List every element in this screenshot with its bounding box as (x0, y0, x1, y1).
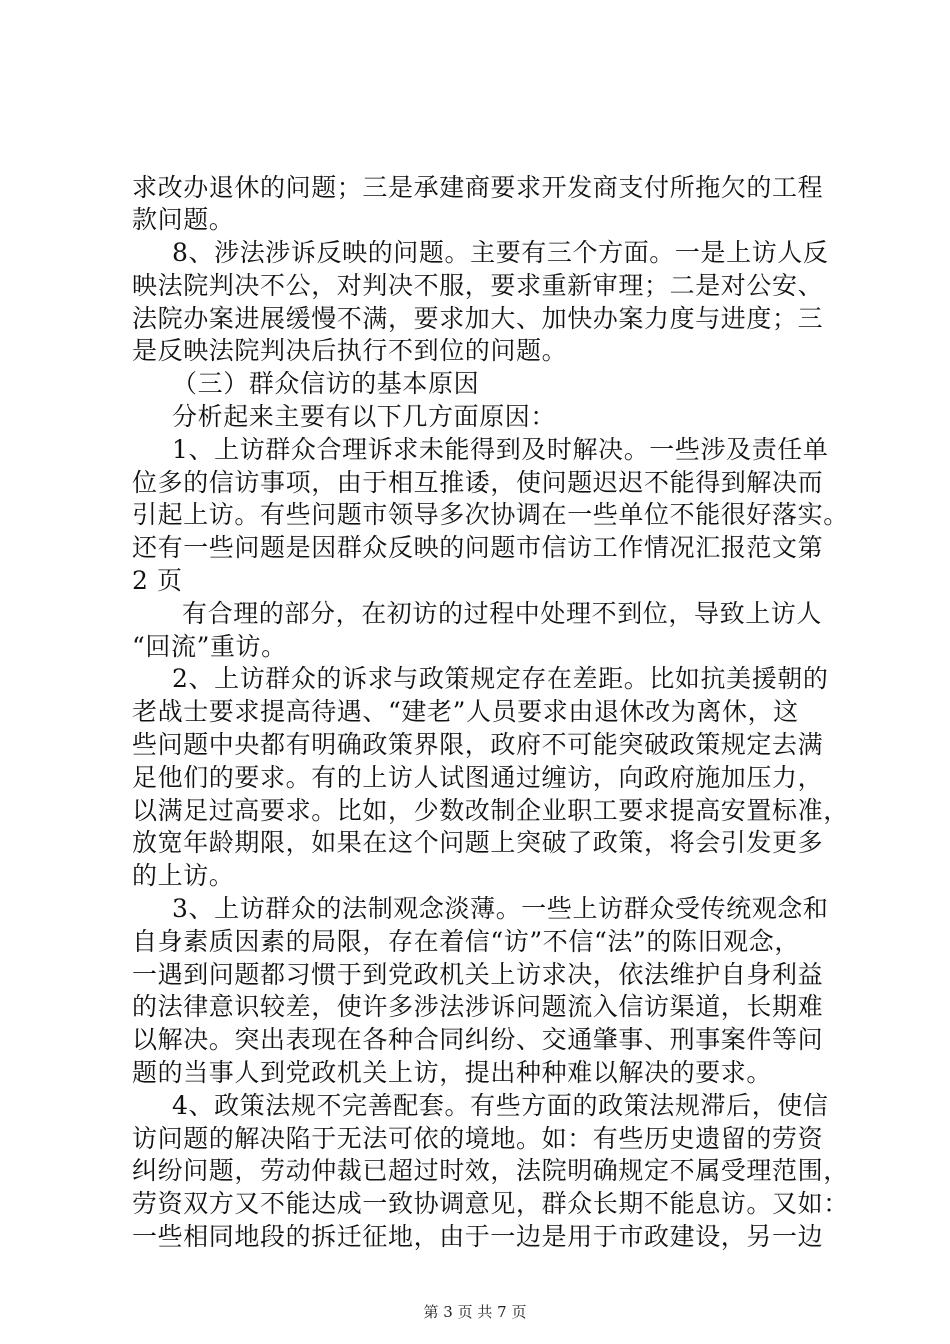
text-line: 些问题中央都有明确政策界限，政府不可能突破政策规定去满 (132, 730, 824, 759)
text-line: 4、政策法规不完善配套。有些方面的政策法规滞后，使信 (172, 1091, 829, 1120)
text-line: 引起上访。有些问题市领导多次协调在一些单位不能很好落实。 (132, 500, 849, 529)
text-line: “回流”重访。 (132, 632, 287, 661)
page-number-footer: 第 3 页 共 7 页 (423, 1303, 527, 1321)
text-line: 法院办案进展缓慢不满，要求加大、加快办案力度与进度；三 (132, 304, 824, 333)
text-line: 映法院判决不公，对判决不服，要求重新审理；二是对公安、 (132, 271, 824, 300)
text-line: 访问题的解决陷于无法可依的境地。如：有些历史遗留的劳资 (132, 1124, 824, 1153)
text-line: 足他们的要求。有的上访人试图通过缠访，向政府施加压力， (132, 763, 824, 792)
text-line: 纠纷问题，劳动仲裁已超过时效，法院明确规定不属受理范围， (132, 1156, 849, 1185)
text-line: 题的当事人到党政机关上访，提出种种难以解决的要求。 (132, 1058, 773, 1087)
text-line: 2、上访群众的诉求与政策规定存在差距。比如抗美援朝的 (172, 664, 829, 693)
text-line: 分析起来主要有以下几方面原因： (172, 402, 557, 431)
text-line: 自身素质因素的局限，存在着信“访”不信“法”的陈旧观念， (132, 927, 800, 956)
text-line: 是反映法院判决后执行不到位的问题。 (132, 336, 568, 365)
text-line: 8、涉法涉诉反映的问题。主要有三个方面。一是上访人反 (172, 238, 829, 267)
text-line: 一遇到问题都习惯于到党政机关上访求决，依法维护自身利益 (132, 960, 824, 989)
text-line: 位多的信访事项，由于相互推诿，使问题迟迟不能得到解决而 (132, 468, 824, 497)
text-line: 有合理的部分，在初访的过程中处理不到位，导致上访人 (182, 599, 823, 628)
text-line: 款问题。 (132, 205, 235, 234)
text-line: 以解决。突出表现在各种合同纠纷、交通肇事、刑事案件等问 (132, 1025, 824, 1054)
text-line: 1、上访群众合理诉求未能得到及时解决。一些涉及责任单 (172, 435, 829, 464)
section-heading: （三）群众信访的基本原因 (172, 369, 480, 398)
text-line: 的上访。 (132, 861, 235, 890)
text-line: 劳资双方又不能达成一致协调意见，群众长期不能息访。又如： (132, 1189, 849, 1218)
text-line: 2 页 (132, 566, 183, 595)
text-line: 还有一些问题是因群众反映的问题市信访工作情况汇报范文第 (132, 533, 824, 562)
text-line: 3、上访群众的法制观念淡薄。一些上访群众受传统观念和 (172, 894, 829, 923)
text-line: 求改办退休的问题；三是承建商要求开发商支付所拖欠的工程 (132, 173, 824, 202)
text-line: 的法律意识较差，使许多涉法涉诉问题流入信访渠道，长期难 (132, 992, 824, 1021)
text-line: 老战士要求提高待遇、“建老”人员要求由退休改为离休，这 (132, 697, 799, 726)
text-line: 放宽年龄期限，如果在这个问题上突破了政策，将会引发更多 (132, 828, 824, 857)
text-line: 一些相同地段的拆迁征地，由于一边是用于市政建设，另一边 (132, 1222, 824, 1251)
text-line: 以满足过高要求。比如，少数改制企业职工要求提高安置标准， (132, 796, 849, 825)
